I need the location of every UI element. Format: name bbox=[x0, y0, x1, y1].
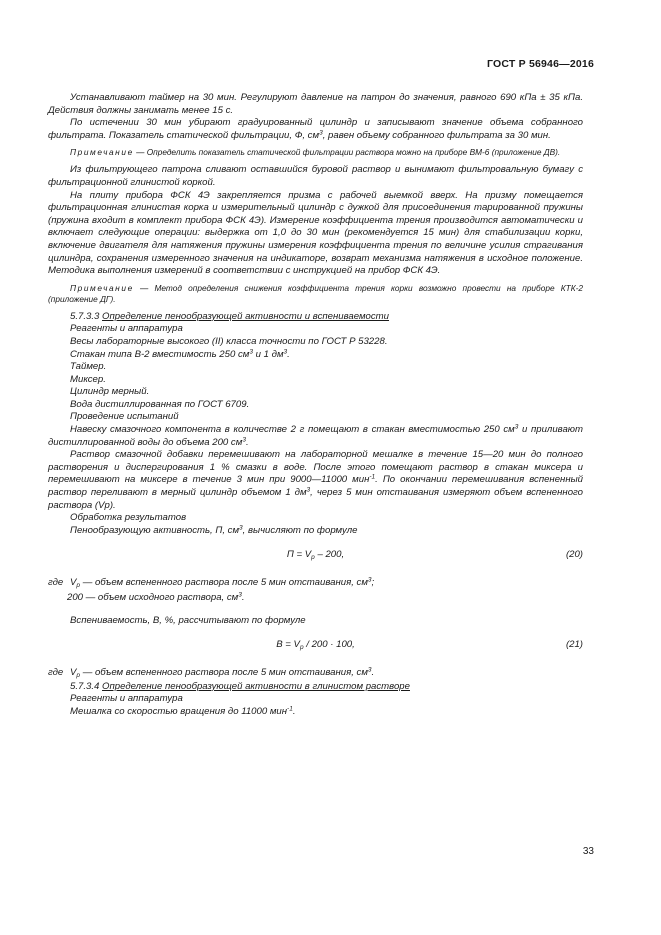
paragraph-foaming-activity: Пенообразующую активность, П, $см^3$, вычисляют по формуле bbox=[70, 524, 358, 536]
where-clause-vp-2: где $V_p$ — объем вспененного раствора после 5 мин отстаивания, $см^3$. bbox=[48, 666, 375, 680]
list-item: Миксер. bbox=[70, 373, 106, 385]
list-item: Таймер. bbox=[70, 361, 107, 373]
list-item: Вода дистиллированная по ГОСТ 6709. bbox=[70, 398, 250, 410]
page-number: 33 bbox=[582, 846, 594, 857]
formula-21 bbox=[48, 639, 583, 653]
where-clause-vp: где $V_p$ — объем вспененного раствора после 5 мин отстаивания, $см^3$; bbox=[48, 576, 375, 590]
list-item: Стакан типа В-2 вместимость 250 $см^3$ и 1 $дм^3$. bbox=[70, 348, 290, 360]
section-title: Определение пенообразующей активности и вспениваемости bbox=[102, 310, 390, 322]
document-header: ГОСТ Р 56946—2016 bbox=[486, 58, 594, 70]
paragraph-filtrate: По истечении 30 мин убирают градуированный цилиндр и записывают значение объема собранного фильтрата. Показатель статической фильтрации, Ф, $см^3$, равен объему собранного фильтрата за 30 мин. bbox=[48, 117, 583, 141]
paragraph-timer: Устанавливают таймер на 30 мин. Регулируют давление на патрон до значения, равного 690 кПа ± 35 кПа. Действия должны занимать менее 15 с. bbox=[48, 92, 583, 116]
paragraph-mixing: Раствор смазочной добавки перемешивают на лабораторной мешалке в течение 15—20 мин до полного растворения и диспергирования 1 % смазки в воде. После этого помещают раствор в стакан миксера и перемешивают на миксере в течение 3 мин при 9000—11000 мин$^{-1}$. По окончании перемешивания вспененный раствор переливают в мерный цилиндр объемом 1 $дм^3$, через 5 мин отстаивания измеряют объем вспененного раствора (Vp). bbox=[48, 449, 583, 511]
list-item: Проведение испытаний bbox=[70, 411, 179, 423]
document-body bbox=[48, 92, 583, 719]
paragraph-fsk: На плиту прибора ФСК 4Э закрепляется призма с рабочей выемкой вверх. На призму помещается фильтрационная глинистая корка и измерительный цилиндр с дужкой для присоединения тарированной пружины (пружина входит в комплект прибора ФСК 4Э). Измерение коэффициента трения производится автоматически и включает следующие операции: выдержка от 1,0 до 30 мин (рекомендуется 15 мин) для стабилизации корки, включение двигателя для натяжения пружины измерения коэффициента трения по величине усилия страгивания цилиндра, сохранения измеренного значения на индикаторе, возврат механизма натяжения в исходное положение. Методика выполнения измерений в соответствии с инструкцией на прибор ФСК 4Э. bbox=[48, 189, 583, 277]
list-item: Мешалка со скоростью вращения до 11000 мин$^{-1}$. bbox=[70, 705, 296, 717]
results-heading: Обработка результатов bbox=[70, 512, 187, 524]
formula-number: (20) bbox=[565, 549, 583, 561]
formula-expression: $В = V_p / 200 \cdot 100$, bbox=[276, 639, 355, 652]
note-friction: Примечание — Метод определения снижения коэффициента трения корки возможно провести на приборе КТК-2 (приложение ДГ). bbox=[48, 282, 583, 304]
list-item: Весы лабораторные высокого (II) класса точности по ГОСТ Р 53228. bbox=[70, 335, 388, 347]
paragraph-sample: Навеску смазочного компонента в количестве 2 г помещают в стакан вместимостью 250 $см^3$ и приливают дистиллированной воды до объема 200 $см^3$. bbox=[48, 423, 584, 448]
list-item: Цилиндр мерный. bbox=[70, 386, 150, 398]
list-item: Реагенты и аппаратура bbox=[70, 693, 183, 705]
paragraph-foamability: Вспениваемость, В, %, рассчитывают по формуле bbox=[70, 614, 306, 626]
formula-number: (21) bbox=[565, 639, 583, 651]
note-filtration: Примечание — Определить показатель статической фильтрации раствора можно на приборе ВМ-6 (приложение ДВ). bbox=[70, 147, 561, 158]
formula-20 bbox=[48, 549, 583, 563]
list-item: Реагенты и аппаратура bbox=[70, 323, 183, 335]
section-title: Определение пенообразующей активности в глинистом растворе bbox=[102, 680, 410, 692]
formula-expression: $П = V_p - 200$, bbox=[286, 549, 345, 562]
paragraph-cake: Из фильтрующего патрона сливают оставшийся буровой раствор и вынимают фильтровальную бумагу с фильтрационной глинистой коркой. bbox=[48, 164, 583, 188]
where-clause-200: 200 — объем исходного раствора, $см^3$. bbox=[67, 591, 245, 603]
section-5-7-3-3-heading: 5.7.3.3 Определение пенообразующей активности и вспениваемости bbox=[70, 310, 390, 322]
section-5-7-3-4-heading: 5.7.3.4 Определение пенообразующей активности в глинистом растворе bbox=[70, 680, 410, 692]
